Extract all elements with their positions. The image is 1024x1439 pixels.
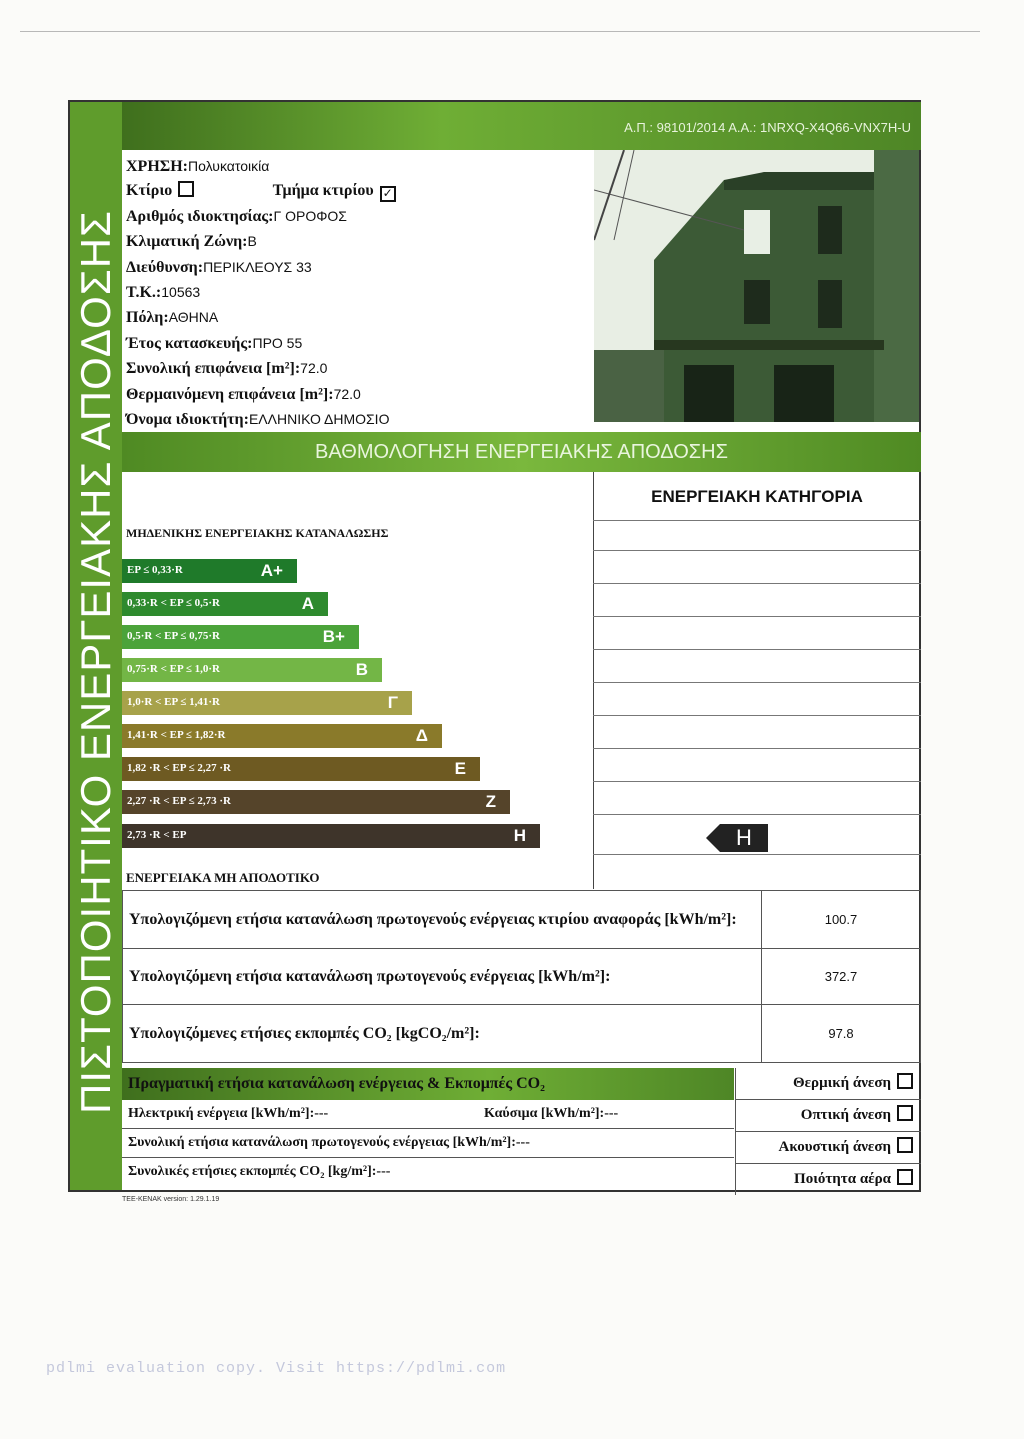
software-version: TEE-KENAK version: 1.29.1.19: [122, 1196, 220, 1203]
comfort-thermal[interactable]: Θερμική άνεση: [735, 1068, 921, 1100]
zero-consumption-label: ΜΗΔΕΝΙΚΗΣ ΕΝΕΡΓΕΙΑΚΗΣ ΚΑΤΑΝΑΛΩΣΗΣ: [126, 526, 389, 540]
current-category: H: [720, 824, 768, 852]
building-checkbox[interactable]: [178, 181, 194, 197]
band-z: 2,27 ·R < EP ≤ 2,73 ·R Ζ: [122, 790, 510, 814]
info-city: Πόλη:ΑΘΗΝΑ: [126, 309, 219, 327]
building-photo: [594, 150, 919, 422]
checkbox[interactable]: [897, 1105, 913, 1121]
band-d: 1,41·R < EP ≤ 1,82·R Δ: [122, 724, 442, 748]
reference-code: Α.Π.: 98101/2014 Α.Α.: 1NRXQ-X4Q66-VNX7H-U: [624, 120, 911, 135]
grid-line: [593, 616, 921, 617]
metric-value: 372.7: [762, 949, 921, 1005]
metric-label: Υπολογιζόμενες ετήσιες εκπομπές CO₂ [kgCO₂/m²]:: [123, 1005, 762, 1063]
metric-label: Υπολογιζόμενη ετήσια κατανάλωση πρωτογενούς ενέργειας κτιρίου αναφοράς [kWh/m²]:: [123, 891, 762, 949]
energy-certificate: [68, 100, 921, 1192]
info-address: Διεύθυνση:ΠΕΡΙΚΛΕΟΥΣ 33: [126, 258, 312, 276]
grid-line: [593, 583, 921, 584]
building-part-checkbox[interactable]: ✓: [380, 186, 396, 202]
electric-energy: Ηλεκτρική ενέργεια [kWh/m²]:---: [128, 1106, 329, 1121]
sidebar-title: ΠΙΣΤΟΠΟΙΗΤΙΚΟ ΕΝΕΡΓΕΙΑΚΗΣ ΑΠΟΔΟΣΗΣ: [72, 209, 119, 1115]
metric-label: Υπολογιζόμενη ετήσια κατανάλωση πρωτογενούς ενέργειας [kWh/m²]:: [123, 949, 762, 1005]
actual-emissions: Συνολικές ετήσιες εκπομπές CO₂ [kg/m²]:---: [128, 1164, 391, 1179]
band-b-plus: 0,5·R < EP ≤ 0,75·R B+: [122, 625, 359, 649]
checkbox[interactable]: [897, 1169, 913, 1185]
grid-line: [593, 748, 921, 749]
table-row: [123, 891, 921, 949]
watermark: pdlmi evaluation copy. Visit https://pdlmi.com: [46, 1360, 507, 1377]
info-property: Αριθμός ιδιοκτησίας:Γ ΟΡΟΦΟΣ: [126, 207, 347, 225]
grid-line: [593, 682, 921, 683]
band-e: 1,82 ·R < EP ≤ 2,27 ·R Ε: [122, 757, 480, 781]
top-rule: [20, 31, 980, 32]
table-row: [123, 949, 921, 1005]
comfort-checklist: [735, 1068, 921, 1195]
table-row: [123, 1005, 921, 1063]
comfort-visual[interactable]: Οπτική άνεση: [735, 1100, 921, 1132]
energy-metrics-table: [122, 890, 921, 1063]
info-year: Έτος κατασκευής:ΠΡΟ 55: [126, 334, 303, 352]
band-h: 2,73 ·R < EP Η: [122, 824, 540, 848]
band-a: 0,33·R < EP ≤ 0,5·R A: [122, 592, 328, 616]
rating-title: ΒΑΘΜΟΛΟΓΗΣΗ ΕΝΕΡΓΕΙΑΚΗΣ ΑΠΟΔΟΣΗΣ: [122, 432, 921, 472]
actual-consumption: [122, 1068, 734, 1186]
info-heated-area: Θερμαινόμενη επιφάνεια [m²]:72.0: [126, 385, 361, 403]
band-a-plus: EP ≤ 0,33·R A+: [122, 559, 297, 583]
info-use: ΧΡΗΣΗ:Πολυκατοικία: [126, 158, 270, 175]
fuel-energy: Καύσιμα [kWh/m²]:---: [484, 1106, 619, 1121]
grid-line: [593, 715, 921, 716]
band-b: 0,75·R < EP ≤ 1,0·R B: [122, 658, 382, 682]
info-building-type: Κτίριο Τμήμα κτιρίου ✓: [126, 179, 596, 203]
info-postal: Τ.Κ.:10563: [126, 284, 201, 302]
checkbox[interactable]: [897, 1137, 913, 1153]
grid-line: [593, 781, 921, 782]
inefficient-label: ΕΝΕΡΓΕΙΑΚΑ ΜΗ ΑΠΟΔΟΤΙΚΟ: [126, 870, 320, 885]
grid-line: [593, 854, 921, 855]
info-area: Συνολική επιφάνεια [m²]:72.0: [126, 360, 328, 378]
header-band: [122, 102, 921, 150]
actual-total: Συνολική ετήσια κατανάλωση πρωτογενούς ενέργειας [kWh/m²]:---: [122, 1129, 734, 1158]
info-owner: Όνομα ιδιοκτήτη:ΕΛΛΗΝΙΚΟ ΔΗΜΟΣΙΟ: [126, 411, 390, 429]
actual-title: Πραγματική ετήσια κατανάλωση ενέργειας & Εκπομπές CO₂: [122, 1068, 734, 1100]
grid-line: [593, 649, 921, 650]
band-g: 1,0·R < EP ≤ 1,41·R Γ: [122, 691, 412, 715]
grid-line: [593, 520, 921, 521]
arrow-left-icon: [706, 824, 720, 852]
actual-electric-fuel-row: [122, 1100, 734, 1129]
category-header: ΕΝΕΡΓΕΙΑΚΗ ΚΑΤΗΓΟΡΙΑ: [651, 487, 863, 506]
current-category-indicator: [706, 824, 768, 852]
comfort-acoustic[interactable]: Ακουστική άνεση: [735, 1132, 921, 1164]
grid-line: [593, 550, 921, 551]
grid-line: [593, 814, 921, 815]
checkbox[interactable]: [897, 1073, 913, 1089]
metric-value: 97.8: [762, 1005, 921, 1063]
comfort-air-quality[interactable]: Ποιότητα αέρα: [735, 1164, 921, 1195]
grid-line: [593, 472, 594, 889]
building-info: [126, 154, 596, 432]
info-zone: Κλιματική Ζώνη:Β: [126, 233, 257, 251]
sidebar: [70, 102, 122, 1190]
metric-value: 100.7: [762, 891, 921, 949]
